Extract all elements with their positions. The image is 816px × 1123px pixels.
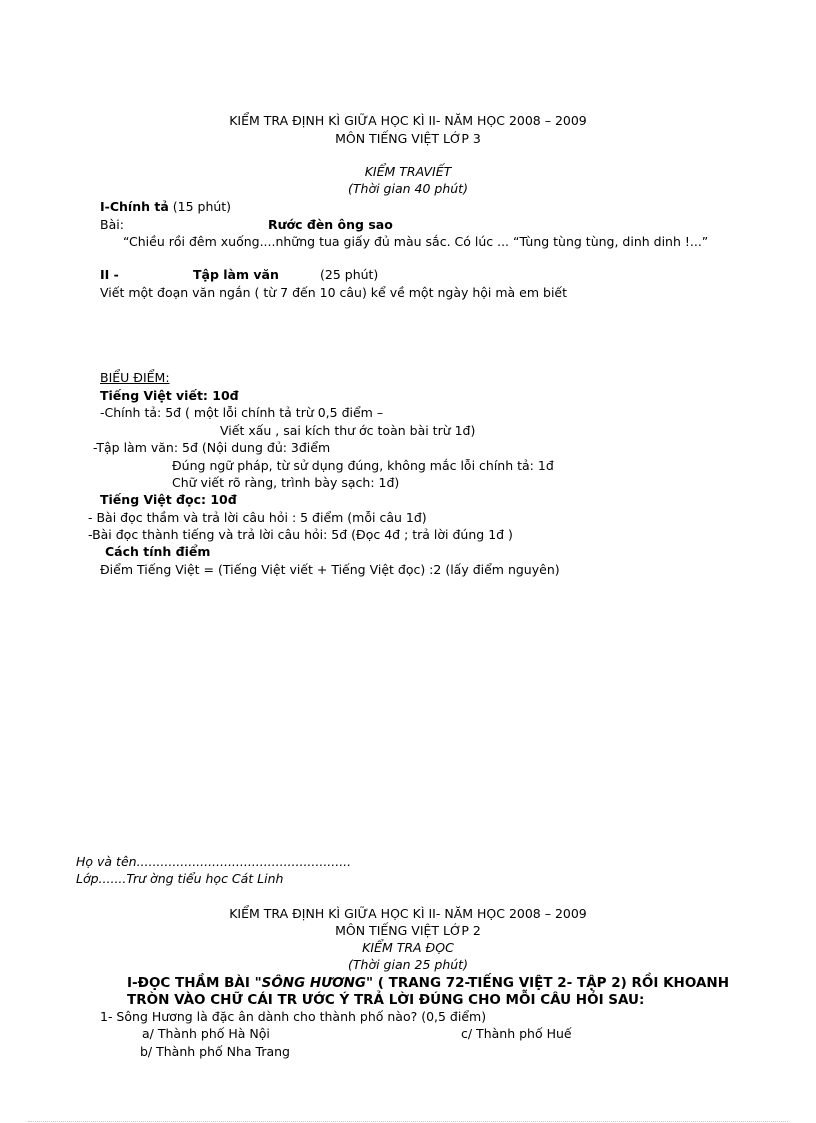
section1-heading	[100, 199, 231, 215]
student-name-line: Họ và tên......................................................	[76, 854, 352, 869]
lesson-title: Rước đèn ông sao	[268, 217, 393, 232]
reading-test-duration: (Thời gian 25 phút)	[348, 957, 468, 972]
lesson-excerpt: “Chiều rồi đêm xuống....những tua giấy đủ màu sắc. Có lúc ... “Tùng tùng tùng, dinh dinh !...”	[123, 234, 709, 249]
composition-rule-3: Chữ viết rõ ràng, trình bày sạch: 1đ)	[172, 475, 400, 490]
page-bottom-rule	[28, 1121, 788, 1122]
spelling-rule-cont: Viết xấu , sai kích thư ớc toàn bài trừ 1đ)	[220, 423, 476, 438]
question-1-option-c: c/ Thành phố Huế	[461, 1026, 572, 1041]
section2-prompt: Viết một đoạn văn ngắn ( từ 7 đến 10 câu) kể về một ngày hội mà em biết	[100, 285, 568, 300]
method-heading: Cách tính điểm	[105, 544, 211, 559]
lesson-label: Bài:	[100, 217, 124, 232]
writing-test-duration: (Thời gian 40 phút)	[348, 181, 468, 196]
composition-rule: -Tập làm văn: 5đ (Nội dung đủ: 3điểm	[93, 440, 331, 455]
reading-test-header-line1: KIỂM TRA ĐỊNH KÌ GIỮA HỌC KÌ II- NĂM HỌC 2008 – 2009	[229, 906, 587, 921]
reading-instruction-line2: TRÒN VÀO CHỮ CÁI TR ƯỚC Ý TRẢ LỜI ĐÚNG CHO MỖI CÂU HỎI SAU:	[127, 992, 645, 1008]
question-1-option-b: b/ Thành phố Nha Trang	[140, 1044, 290, 1059]
student-class-line: Lớp.......Trư ờng tiểu học Cát Linh	[76, 871, 284, 886]
writing-test-title: KIỂM TRAVIẾT	[364, 164, 452, 179]
section2-label: II -	[100, 267, 119, 282]
question-1-option-a: a/ Thành phố Hà Nội	[142, 1026, 270, 1041]
writing-test-header-line1: KIỂM TRA ĐỊNH KÌ GIỮA HỌC KÌ II- NĂM HỌC 2008 – 2009	[229, 113, 587, 128]
instruction-suffix: " ( TRANG 72-TIẾNG VIỆT 2- TẬP 2) RỒI KHOANH	[366, 975, 730, 991]
reading-test-header-line2: MÔN TIẾNG VIỆT LỚP 2	[335, 923, 481, 938]
reading-test-title: KIỂM TRA ĐỌC	[362, 940, 454, 955]
instruction-prefix: I-ĐỌC THẦM BÀI "	[127, 975, 262, 991]
section1-time: (15 phút)	[172, 199, 232, 214]
writing-test-header-line2: MÔN TIẾNG VIỆT LỚP 3	[335, 131, 481, 146]
section1-label: I-Chính tả	[100, 199, 169, 214]
spelling-rule: -Chính tả: 5đ ( một lỗi chính tả trừ 0,5 điểm –	[100, 405, 384, 420]
silent-reading-rule: - Bài đọc thầm và trả lời câu hỏi : 5 điểm (mỗi câu 1đ)	[88, 510, 427, 525]
section2-title: Tập làm văn	[193, 267, 279, 282]
score-formula: Điểm Tiếng Việt = (Tiếng Việt viết + Tiếng Việt đọc) :2 (lấy điểm nguyên)	[100, 562, 560, 577]
writing-total: Tiếng Việt viết: 10đ	[100, 388, 239, 403]
grading-heading: BIỂU ĐIỂM:	[100, 370, 170, 385]
instruction-story-title: SÔNG HƯƠNG	[261, 975, 367, 991]
reading-instruction-line1	[127, 975, 729, 991]
section2-time: (25 phút)	[320, 267, 379, 282]
question-1: 1- Sông Hương là đặc ân dành cho thành phố nào? (0,5 điểm)	[100, 1009, 487, 1024]
reading-total: Tiếng Việt đọc: 10đ	[100, 492, 237, 507]
composition-rule-2: Đúng ngữ pháp, từ sử dụng đúng, không mắc lỗi chính tả: 1đ	[172, 458, 554, 473]
aloud-reading-rule: -Bài đọc thành tiếng và trả lời câu hỏi: 5đ (Đọc 4đ ; trả lời đúng 1đ )	[88, 527, 513, 542]
